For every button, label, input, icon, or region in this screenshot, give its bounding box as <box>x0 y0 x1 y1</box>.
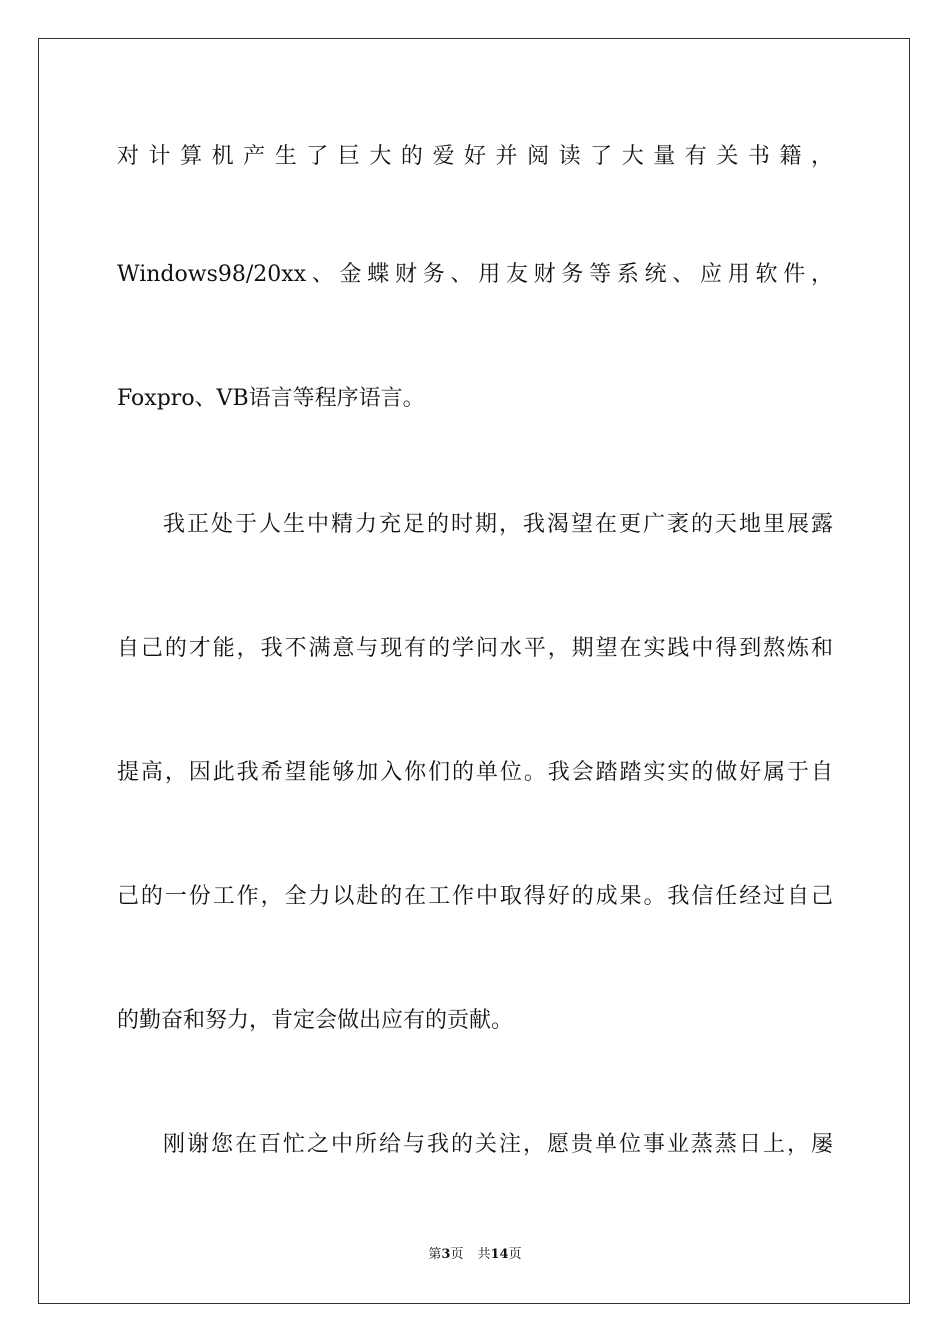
page-number: 3 <box>441 1247 451 1262</box>
paragraph-2-line-3: 提高，因此我希望能够加入你们的单位。我会踏踏实实的做好属于自 <box>117 760 833 785</box>
paragraph-2-line-5: 的勤奋和努力，肯定会做出应有的贡献。 <box>117 1008 514 1033</box>
paragraph-3-line-1: 刚谢您在百忙之中所给与我的关注，愿贵单位事业蒸蒸日上，屡 <box>163 1132 833 1157</box>
page-border <box>38 38 910 1304</box>
text-line-1: 对计算机产生了巨大的爱好并阅读了大量有关书籍， <box>117 144 833 169</box>
paragraph-2-line-2: 自己的才能，我不满意与现有的学问水平，期望在实践中得到熬炼和 <box>117 636 833 661</box>
paragraph-2-line-4: 己的一份工作，全力以赴的在工作中取得好的成果。我信任经过自己 <box>117 884 833 909</box>
paragraph-2-line-1: 我正处于人生中精力充足的时期，我渴望在更广袤的天地里展露 <box>163 512 833 537</box>
total-suffix: 页 <box>508 1247 522 1262</box>
page-suffix: 页 <box>450 1247 464 1262</box>
page-prefix: 第 <box>428 1247 442 1262</box>
text-line-2: Windows98/20xx、金蝶财务、用友财务等系统、应用软件， <box>117 262 833 287</box>
page-footer <box>0 1246 950 1264</box>
text-line-3: Foxpro、VB语言等程序语言。 <box>117 386 425 411</box>
total-pages: 14 <box>490 1247 509 1262</box>
total-prefix: 共 <box>477 1247 491 1262</box>
